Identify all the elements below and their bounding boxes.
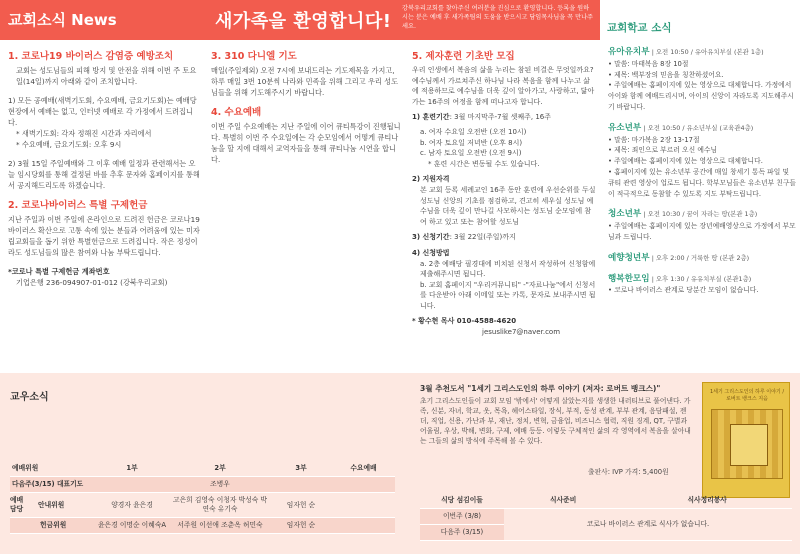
dept-name: 예향청년부 bbox=[608, 252, 650, 263]
table-header: 1부 bbox=[94, 461, 170, 477]
meal-table bbox=[420, 493, 792, 541]
dept-meta: | 오전 10:50 / 유아유치부실 (본관 1층) bbox=[651, 48, 764, 56]
header-band bbox=[0, 0, 600, 40]
table-cell: 임자헌 순 bbox=[270, 493, 332, 518]
book-heading: 3월 추천도서 "1세기 그리스도인의 하루 이야기 (저자: 로버트 뱅크스)" bbox=[420, 384, 661, 393]
item-title: 2) 지원자격 bbox=[412, 175, 450, 184]
table-cell: 임자헌 순 bbox=[270, 518, 332, 534]
item-title: 3) 신청기간 bbox=[412, 233, 450, 242]
row-label: 다음주(3/15) 대표기도 bbox=[10, 477, 94, 493]
dept-name: 행복한모임 bbox=[608, 273, 650, 284]
section-title: 1. 코로나19 바이러스 감염증 예방조치 bbox=[8, 51, 174, 62]
welcome-intro: 강북우리교회를 찾아주신 여러분을 진심으로 환영합니다. 등록을 원하시는 분은 예배 후 새가족팀의 도움을 받으시고 담임목사님을 꼭 만나주세요. bbox=[402, 5, 594, 30]
list-item: * 수요예배, 금요기도회: 오후 9시 bbox=[16, 140, 122, 149]
dept-name: 유아유치부 bbox=[608, 47, 650, 57]
list-item: • 코로나 바이러스 관계로 당분간 모임이 없습니다. bbox=[608, 286, 759, 295]
table-cell: 고은희 김영숙 이청자 박성숙 박연숙 유기숙 bbox=[170, 493, 270, 518]
table-header: 식사준비 bbox=[504, 493, 622, 509]
list-item: b. 여자 토요일 저녁반 (오후 8시) bbox=[420, 138, 523, 147]
section-title: 5. 제자훈련 기초반 모집 bbox=[412, 51, 515, 62]
paragraph: 지난 주일과 이번 주일에 온라인으로 드려진 헌금은 코로나19 바이러스 확산으로 고통 속에 있는 분들과 어려움에 있는 미자립교회들을 돕기 위한 특별헌금으로 드려집니다. 작은 정성이라도 성도님들의 많은 참여와 나눔 부탁드립니다. bbox=[8, 215, 200, 257]
list-item: 1) 모든 공예배(새벽기도회, 수요예배, 금요기도회)는 예배당 현장에서 예배는 없고, 인터넷 예배로 각 가정에서 드려집니다. bbox=[8, 96, 197, 127]
book-description: 초기 그리스도인들이 교회 모임 '밖에서' 어떻게 살았는지를 생생한 내러티브로 풀어낸다. 가족, 신분, 자녀, 학교, 옷, 목욕, 헤어스타일, 장식, 부적, 동성 관계, 부부 관계, 음담패설, 젠더, 직업, 신용, 가난과 부, 재난, 정치, 변혁, 금융업, 비즈니스 협력, 직원 징계, QT, 구별과 어울림, 우상, 박해, 변화, 구제, 예배 등등. 이렇듯 구체적인 삶의 각 영역에서 복음을 살아내는 그들의 삶의 방식에 주목해 볼 수 있다. bbox=[420, 397, 691, 445]
news-title: 교회소식 News bbox=[8, 11, 117, 29]
section-title: 4. 수요예배 bbox=[211, 107, 262, 118]
book-cover-image bbox=[702, 382, 790, 498]
guide-label: 안내위원 bbox=[38, 500, 65, 509]
item-title: 1) 훈련기간 bbox=[412, 113, 450, 122]
row-label bbox=[10, 493, 94, 518]
item-title: 4) 신청방법 bbox=[412, 248, 450, 257]
table-cell: 서주원 이선애 조춘옥 허민숙 bbox=[170, 518, 270, 534]
column-2 bbox=[211, 50, 401, 165]
list-item: c. 남자 토요일 오전반 (오전 9시) bbox=[420, 149, 522, 158]
table-header: 예배위원 bbox=[10, 461, 94, 477]
account-number: 기업은행 236-094907-01-012 (강북우리교회) bbox=[16, 278, 168, 287]
dept-meta: | 오후 1:30 / 유유치부실 (본관1층) bbox=[651, 274, 752, 283]
table-cell: 조병우 bbox=[170, 477, 270, 493]
note: * 훈련 시간은 변동될 수도 있습니다. bbox=[428, 159, 540, 168]
row-label: 헌금위원 bbox=[10, 518, 94, 534]
section-title: 3. 310 다니엘 기도 bbox=[211, 51, 297, 62]
paragraph: 우리 인생에서 복음의 삶을 누리는 참된 비결은 무엇일까요? 예수님께서 가르쳐주신 하나님 나라 복음을 함께 나누고 삶에 적용하므로 예수님을 더욱 깊이 알아가고, 사랑하고, 닮아가는 16주의 여정을 함께 떠나고자 합니다. bbox=[412, 66, 595, 106]
table-header: 3부 bbox=[270, 461, 332, 477]
list-item: • 말씀: 마태복음 8장 10절 bbox=[608, 59, 689, 68]
list-item: • 홈페이지에 있는 유소년부 공간에 매일 창세기 통독 파일 및 큐티 관련 영상이 업로드 됩니다. 학부모님들은 유소년부 친구들이 적극적으로 동참할 수 있도록 지도 부탁드립니다. bbox=[608, 167, 796, 198]
contact-email[interactable]: jesuslike7@naver.com bbox=[482, 328, 561, 337]
dept-name: 유소년부 bbox=[608, 122, 642, 133]
table-row bbox=[420, 509, 792, 525]
paragraph: 교회는 성도님들의 피해 방지 및 안전을 위해 이번 주 토요일(14일)까지 아래와 같이 조치합니다. bbox=[16, 66, 197, 86]
list-item: a. 여자 수요일 오전반 (오전 10시) bbox=[420, 127, 527, 136]
table-header: 2부 bbox=[170, 461, 270, 477]
dept-meta: | 오전 10:30 / 꿈이 자라는 땅(본관 1층) bbox=[643, 210, 758, 219]
staff-title: 교우소식 bbox=[10, 392, 49, 403]
list-item: • 말씀: 마가복음 2장 13-17절 bbox=[608, 135, 700, 144]
list-item: • 주일예배는 홈페이지에 있는 영상으로 대체합니다. 가정에서 아이와 함께 예배드리시며, 아이의 신앙이 자라도록 지도해주시기 바랍니다. bbox=[608, 81, 794, 111]
item-value: : 3월 22일(주일)까지 bbox=[449, 233, 516, 242]
list-item: • 주일예배는 홈페이지에 있는 영상으로 대체합니다. bbox=[608, 157, 763, 166]
dept-name: 청소년부 bbox=[608, 209, 642, 220]
school-body bbox=[608, 41, 796, 296]
row-label: 이번주 (3/8) bbox=[420, 509, 504, 525]
table-header: 수요예배 bbox=[332, 461, 395, 477]
table-row bbox=[10, 477, 395, 493]
column-1 bbox=[8, 50, 200, 288]
welcome-title: 새가족을 환영합니다! bbox=[215, 11, 392, 32]
list-item: * 새벽기도회: 각자 정해진 시간과 자리에서 bbox=[16, 129, 152, 138]
table-row bbox=[10, 518, 395, 534]
table-header: 식사정리봉사 bbox=[622, 493, 792, 509]
table-row bbox=[10, 493, 395, 518]
table-cell: 윤은경 이명순 이혜숙A bbox=[94, 518, 170, 534]
list-item: • 제목: 죄인으로 부르러 오신 예수님 bbox=[608, 146, 718, 155]
dept-meta: | 오전 10:50 / 유소년부실 (교육관4층) bbox=[643, 123, 754, 132]
meal-note: 코로나 바이러스 관계로 식사가 없습니다. bbox=[504, 509, 792, 541]
table-cell: 양경자 윤은경 bbox=[94, 493, 170, 518]
paragraph: 이번 주일 수요예배는 지난 주일에 이어 큐티특강이 진행됩니다. 특별히 이번 주 수요일에는 각 순모임에서 어떻게 큐티나눔을 할 지에 대해서 교역자들을 통해 큐티나눔 시연을 합니다. bbox=[211, 122, 401, 164]
list-item: • 제목: 백부장의 믿음을 칭찬하셨어요. bbox=[608, 70, 724, 79]
duty-table bbox=[10, 461, 395, 534]
list-item: • 주일예배는 홈페이지에 있는 장년예배영상으로 가정에서 부모님과 드립니다. bbox=[608, 222, 796, 241]
list-item: 2) 3월 15일 주일예배와 그 이후 예배 일정과 관련해서는 오늘 임시당회를 통해 결정된 바를 추후 문자와 홈페이지를 통해서 공지해드리도록 하겠습니다. bbox=[8, 159, 200, 190]
dept-meta: | 오후 2:00 / 거룩한 땅 (본관 2층) bbox=[651, 253, 750, 262]
list-item: a. 2층 예배당 필경대에 비치된 신청서 작성하여 신청함에 제출해주시면 됩니다. bbox=[420, 259, 596, 279]
item-value: : 3월 마지막주-7월 셋째주, 16주 bbox=[449, 113, 552, 122]
list-item: b. 교회 홈페이지 "우리커뮤니티" -"자료나눔"에서 신청서를 다운받아 아래 이메일 또는 카톡, 문자로 보내주시면 됩니다. bbox=[420, 280, 596, 310]
paragraph: 본 교회 등록 세례교인 16주 동안 훈련에 우선순위를 두실 성도님 신앙의 기초를 점검하고, 견고히 세우실 성도님 예수님을 더욱 깊이 만나길 사모하시는 성도님 순모임에 참여 하고 있고 또는 참여할 성도님 bbox=[420, 185, 596, 226]
account-title: *코로나 특별 구제헌금 계좌번호 bbox=[8, 267, 110, 276]
contact: * 황수현 목사 010-4588-4620 bbox=[412, 317, 517, 326]
row-label: 다음주 (3/15) bbox=[420, 525, 504, 541]
book-price: 출판사: IVP 가격: 5,400원 bbox=[588, 468, 669, 476]
column-3 bbox=[412, 50, 596, 338]
book-cover-title: 1세기 그리스도인의 하루 이야기 / 로버트 뱅크스 지음 bbox=[709, 389, 784, 402]
group-label: 예배 담당 bbox=[10, 496, 24, 513]
school-title: 교회학교 소식 bbox=[607, 22, 672, 34]
book-recommendation bbox=[420, 384, 692, 446]
table-header: 식당 섬김이들 bbox=[420, 493, 504, 509]
book-cover-illustration bbox=[711, 409, 783, 479]
section-title: 2. 코로나바이러스 특별 구제헌금 bbox=[8, 200, 148, 211]
paragraph: 매일(주일제외) 오전 7시에 보내드리는 기도제목을 가지고, 하루 매일 3번 10분씩 나라와 민족을 위해 그리고 우리 성도님들을 위해 기도해주시기 바랍니다. bbox=[211, 66, 399, 97]
